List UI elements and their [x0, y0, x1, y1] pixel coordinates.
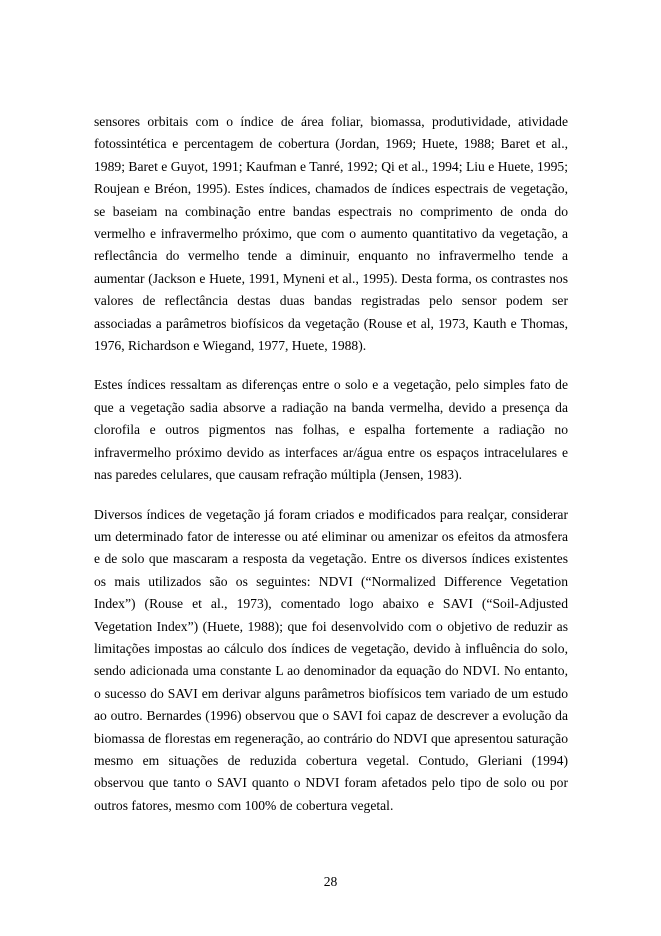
paragraph-1: sensores orbitais com o índice de área foliar, biomassa, produtividade, atividade fotossintética e percentagem de cobertura (Jordan, 1969; Huete, 1988; Baret et al., 1989; Baret e Guyot, 1991; Kaufman e Tanré, 1992; Qi et al., 1994; Liu e Huete, 1995; Roujean e Bréon, 1995). Estes índices, chamados de índices espectrais de vegetação, se baseiam na combinação entre bandas espectrais no comprimento de onda do vermelho e infravermelho próximo, que com o aumento quantitativo da vegetação, a reflectância do vermelho tende a diminuir, enquanto no infravermelho tende a aumentar (Jackson e Huete, 1991, Myneni et al., 1995). Desta forma, os contrastes nos valores de reflectância destas duas bandas registradas pelo sensor podem ser associadas a parâmetros biofísicos da vegetação (Rouse et al, 1973, Kauth e Thomas, 1976, Richardson e Wiegand, 1977, Huete, 1988). [94, 114, 568, 354]
paragraph-3: Diversos índices de vegetação já foram criados e modificados para realçar, considerar um determinado fator de interesse ou até eliminar ou amenizar os efeitos da atmosfera e de solo que mascaram a resposta da vegetação. Entre os diversos índices existentes os mais utilizados são os seguintes: NDVI (“Normalized Difference Vegetation Index”) (Rouse et al., 1973), comentado logo abaixo e SAVI (“Soil-Adjusted Vegetation Index”) (Huete, 1988); que foi desenvolvido com o objetivo de reduzir as limitações impostas ao cálculo dos índices de vegetação, devido à influência do solo, sendo adicionada uma constante L ao denominador da equação do NDVI. No entanto, o sucesso do SAVI em derivar alguns parâmetros biofísicos tem variado de um estudo ao outro. Bernardes (1996) observou que o SAVI foi capaz de descrever a evolução da biomassa de florestas em regeneração, ao contrário do NDVI que apresentou saturação mesmo em situações de reduzida cobertura vegetal. Contudo, Gleriani (1994) observou que tanto o SAVI quanto o NDVI foram afetados pelo tipo de solo ou por outros fatores, mesmo com 100% de cobertura vegetal. [94, 506, 568, 813]
paragraph-2: Estes índices ressaltam as diferenças entre o solo e a vegetação, pelo simples fato de que a vegetação sadia absorve a radiação na banda vermelha, devido a presença da clorofila e outros pigmentos nas folhas, e espalha fortemente a radiação no infravermelho próximo devido as interfaces ar/água entre os espaços intracelulares e nas paredes celulares, que causam refração múltipla (Jensen, 1983). [94, 377, 568, 483]
body-text [94, 111, 568, 817]
page-number: 28 [323, 874, 338, 889]
